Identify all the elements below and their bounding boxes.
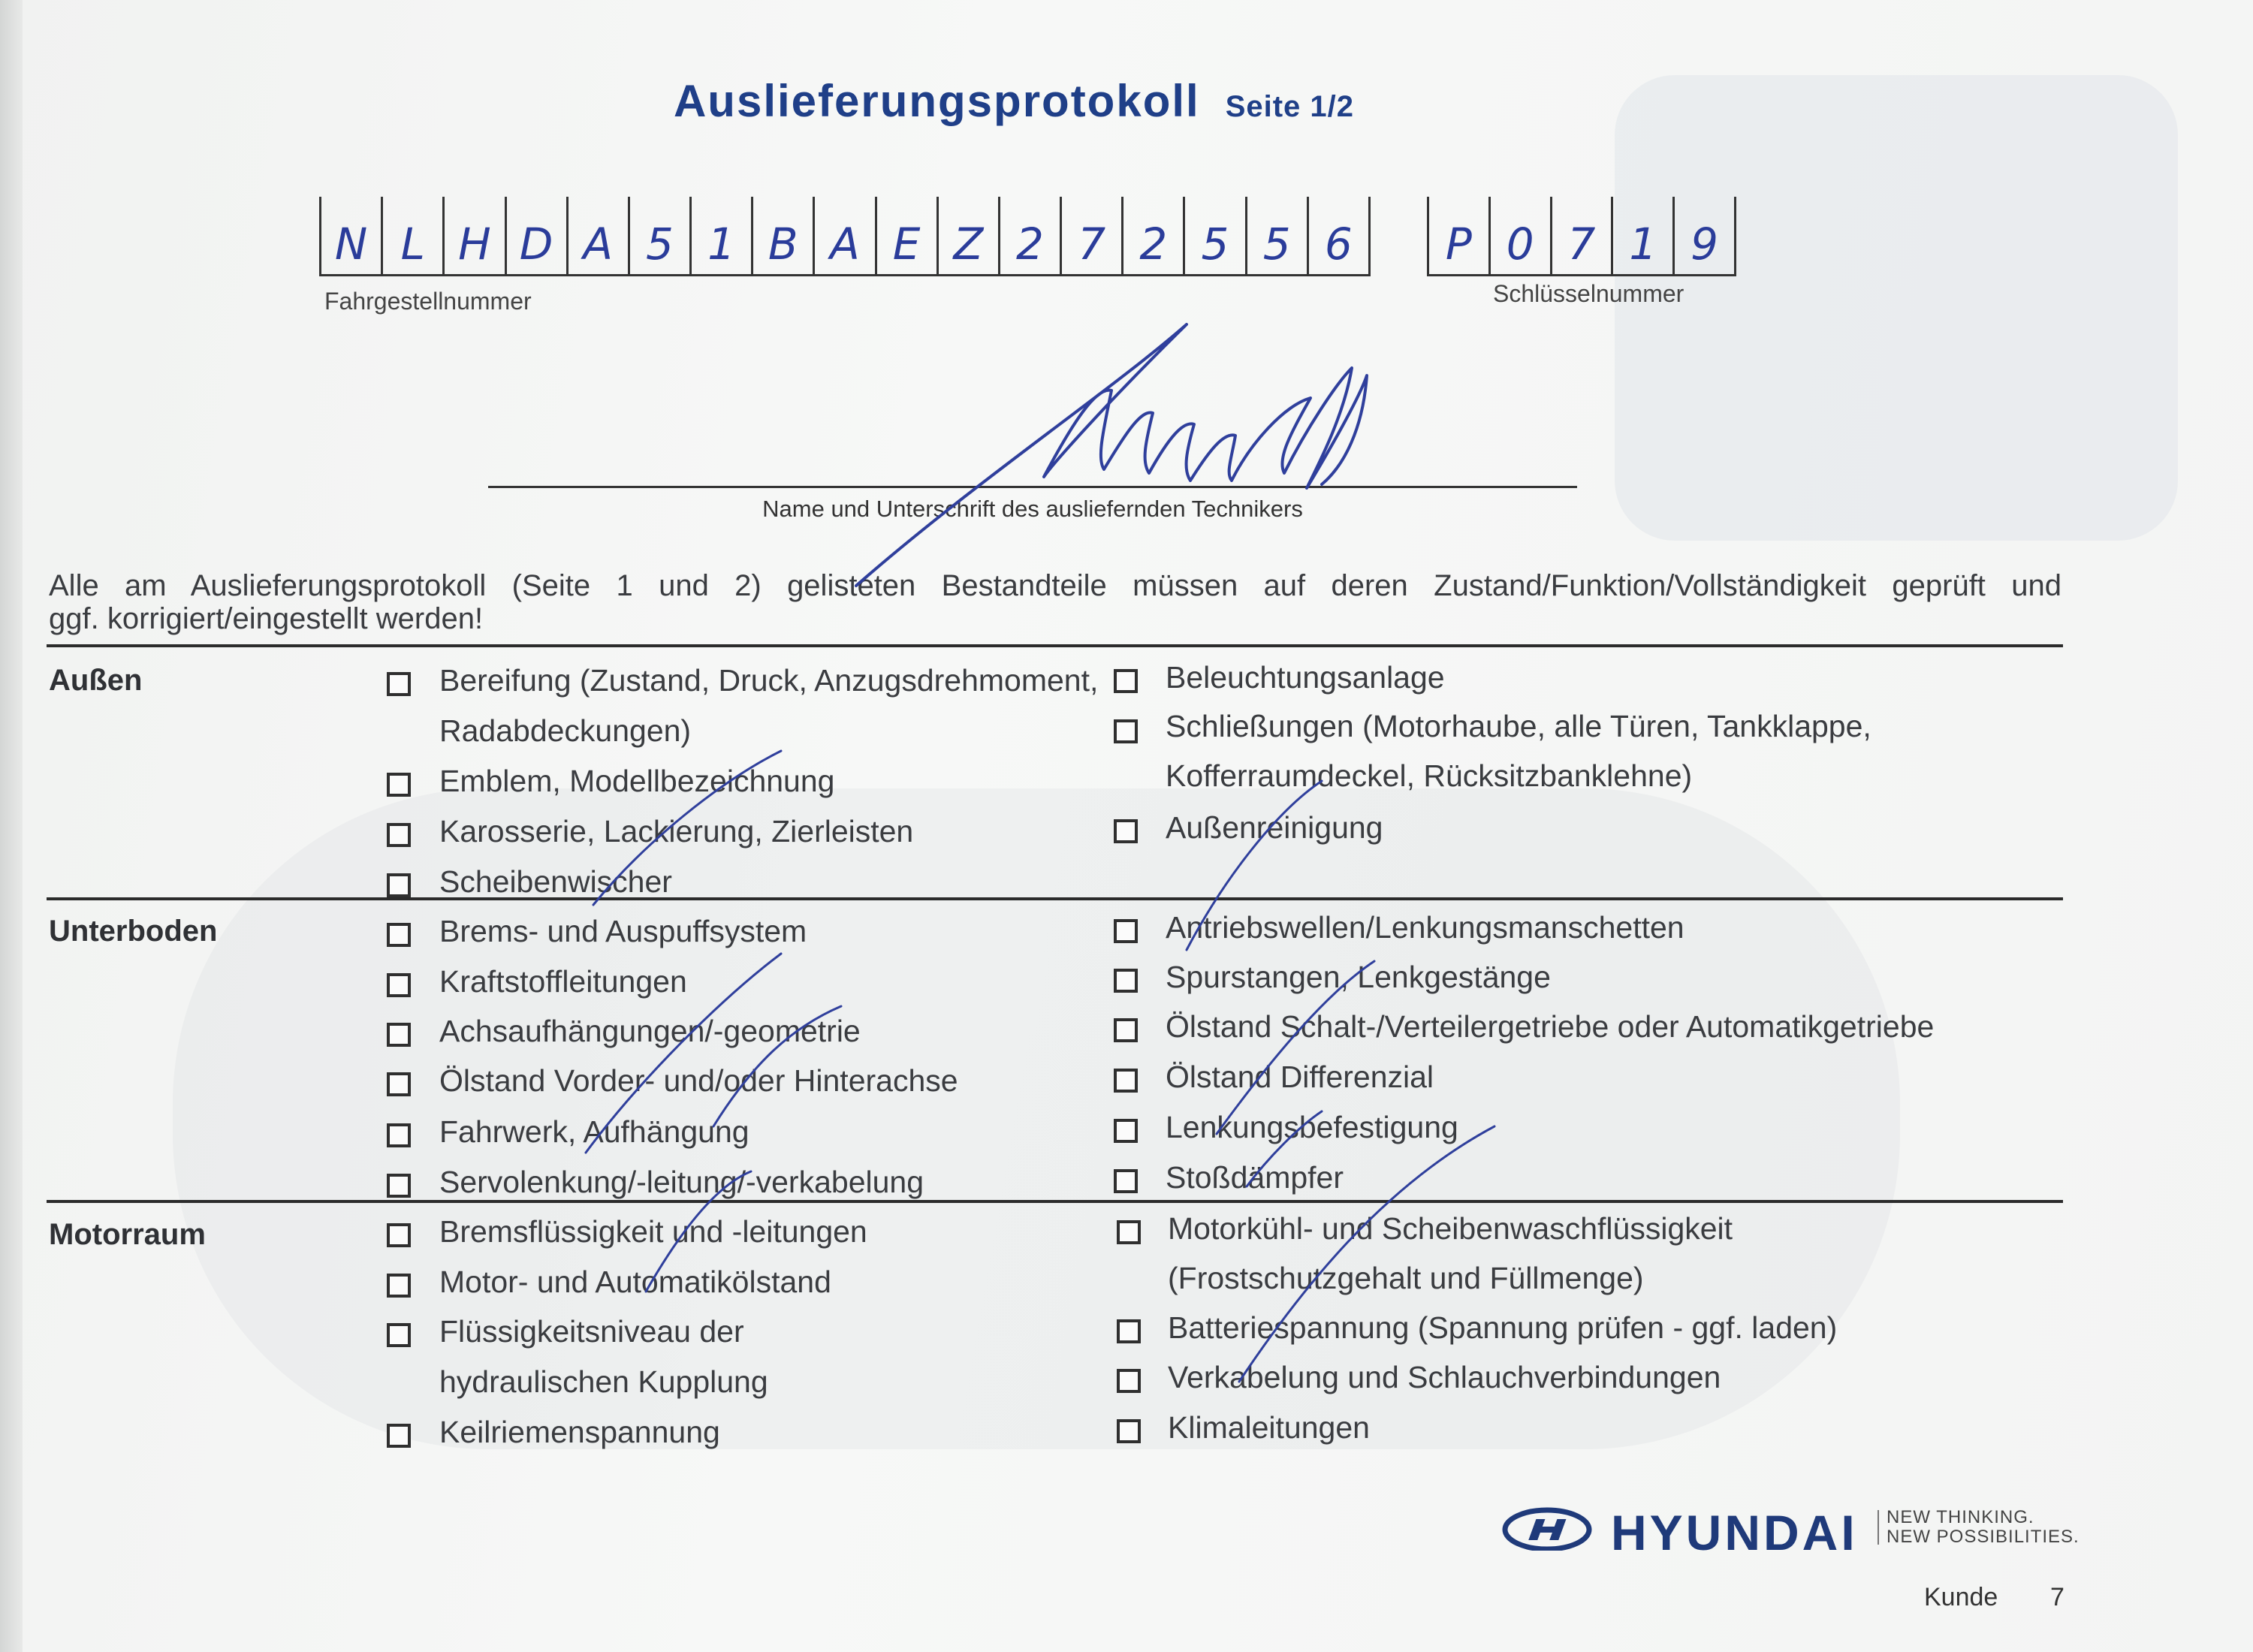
show-through-shadow-car [173,788,1900,1449]
vin-char: 2 [998,197,1060,276]
checkbox-antriebswellen[interactable] [1114,919,1138,943]
key-number-label: Schlüsselnummer [1493,280,1684,307]
title-page: Seite 1/2 [1225,90,1355,123]
check-item: Bereifung (Zustand, Druck, Anzugsdrehmoment, [439,663,1099,698]
check-item: Spurstangen, Lenkgestänge [1166,960,1551,994]
brand-slogan-1: NEW THINKING. [1887,1507,2034,1527]
vin-char: 5 [1245,197,1307,276]
vin-char: H [442,197,504,276]
vin-char: B [751,197,813,276]
vin-boxes [319,197,1371,276]
vin-char: E [875,197,936,276]
intro-line-1: Alle am Auslieferungsprotokoll (Seite 1 und 2) gelisteten Bestandteile müssen auf deren Zustand/Funktion/Vollständigkeit geprüft und [49,569,2061,602]
check-item: Emblem, Modellbezeichnung [439,764,835,798]
vin-char: 5 [1183,197,1244,276]
checkbox-achsen[interactable] [387,1023,411,1047]
signature-label: Name und Unterschrift des ausliefernden Technikers [762,496,1303,522]
checkbox-kuehlfluessigkeit[interactable] [1117,1220,1141,1244]
signature-line [488,486,1577,488]
checkbox-motoroel[interactable] [387,1274,411,1298]
check-item: Keilriemenspannung [439,1415,720,1449]
key-char: P [1427,197,1488,276]
checkbox-kraftstoff[interactable] [387,973,411,997]
check-item: Servolenkung/-leitung/-verkabelung [439,1165,924,1199]
check-item: hydraulischen Kupplung [439,1364,768,1399]
vin-char: 7 [1060,197,1121,276]
checkbox-scheibenwischer[interactable] [387,873,411,897]
check-item: Verkabelung und Schlauchverbindungen [1168,1360,1721,1394]
check-item: Achsaufhängungen/-geometrie [439,1014,861,1048]
checkbox-batterie[interactable] [1117,1319,1141,1343]
binding-edge [0,0,23,1652]
key-char: 9 [1672,197,1736,276]
brand-logo [1502,1505,2088,1560]
checkbox-stossdaempfer[interactable] [1114,1169,1138,1193]
brand-slogan-2: NEW POSSIBILITIES. [1887,1527,2080,1547]
section-divider [47,1200,2063,1203]
check-item: Flüssigkeitsniveau der [439,1314,744,1349]
checkbox-bereifung[interactable] [387,672,411,696]
vin-char: Z [936,197,998,276]
check-item: Bremsflüssigkeit und -leitungen [439,1214,867,1249]
checkbox-beleuchtung[interactable] [1114,669,1138,693]
key-char: 0 [1488,197,1550,276]
check-item: Batteriespannung (Spannung prüfen - ggf. laden) [1168,1310,1838,1345]
title-main: Auslieferungsprotokoll [673,76,1200,126]
checkbox-differenzial[interactable] [1114,1069,1138,1093]
vin-char: N [319,197,381,276]
checkbox-getriebe[interactable] [1114,1018,1138,1042]
check-item: Kraftstoffleitungen [439,964,687,999]
checkbox-aussenreinigung[interactable] [1114,819,1138,843]
checkbox-keilriemen[interactable] [387,1424,411,1448]
vin-char: L [381,197,442,276]
checkbox-oelstand-achse[interactable] [387,1072,411,1096]
key-number-boxes [1427,197,1736,276]
section-title-aussen: Außen [49,664,143,697]
section-divider [47,644,2063,647]
check-item: Klimaleitungen [1168,1410,1370,1445]
vin-label: Fahrgestellnummer [324,288,532,315]
checkbox-bremsen[interactable] [387,923,411,947]
page-title [0,75,2028,127]
checkbox-servolenkung[interactable] [387,1174,411,1198]
vin-char: A [566,197,628,276]
checkbox-lenkungsbefestigung[interactable] [1114,1119,1138,1143]
checkbox-spurstangen[interactable] [1114,969,1138,993]
check-item: Motorkühl- und Scheibenwaschflüssigkeit [1168,1211,1733,1246]
footer-page-number: 7 [2050,1583,2064,1611]
vin-char: 2 [1121,197,1183,276]
checkbox-klimaleitungen[interactable] [1117,1419,1141,1443]
key-char: 7 [1550,197,1612,276]
check-item: Motor- und Automatikölstand [439,1265,831,1299]
check-item: Ölstand Vorder- und/oder Hinterachse [439,1063,958,1098]
check-item: Kofferraumdeckel, Rücksitzbanklehne) [1166,758,1693,793]
footer-label: Kunde [1924,1583,1998,1611]
key-char: 1 [1611,197,1672,276]
check-item: Ölstand Schalt-/Verteilergetriebe oder Automatikgetriebe [1166,1009,1935,1044]
checkbox-emblem[interactable] [387,773,411,797]
check-item: Stoßdämpfer [1166,1160,1344,1195]
check-item: (Frostschutzgehalt und Füllmenge) [1168,1261,1644,1295]
vin-char: D [505,197,566,276]
section-title-motorraum: Motorraum [49,1218,206,1251]
check-item: Brems- und Auspuffsystem [439,914,807,948]
check-item: Scheibenwischer [439,864,672,899]
vin-char: 1 [689,197,751,276]
check-item: Karosserie, Lackierung, Zierleisten [439,814,914,849]
section-title-unterboden: Unterboden [49,915,218,948]
checkbox-karosserie[interactable] [387,823,411,847]
checkbox-verkabelung[interactable] [1117,1369,1141,1393]
brand-separator [1878,1510,1879,1545]
vin-char: 6 [1307,197,1371,276]
checkbox-bremsfluessigkeit[interactable] [387,1223,411,1247]
check-item: Antriebswellen/Lenkungsmanschetten [1166,910,1684,945]
checkbox-fahrwerk[interactable] [387,1123,411,1147]
brand-name: HYUNDAI [1611,1505,1858,1560]
vin-char: 5 [628,197,689,276]
checkbox-kupplung[interactable] [387,1323,411,1347]
check-item: Beleuchtungsanlage [1166,660,1445,695]
check-item: Außenreinigung [1166,810,1383,845]
check-item: Schließungen (Motorhaube, alle Türen, Tankklappe, [1166,709,1871,743]
section-divider [47,897,2063,900]
check-item: Radabdeckungen) [439,713,692,748]
intro-line-2: ggf. korrigiert/eingestellt werden! [49,602,484,635]
show-through-shadow [1615,75,2178,541]
check-item: Lenkungsbefestigung [1166,1110,1458,1144]
check-item: Ölstand Differenzial [1166,1060,1434,1094]
vin-char: A [813,197,874,276]
check-item: Fahrwerk, Aufhängung [439,1114,749,1149]
checkbox-schliessungen[interactable] [1114,719,1138,743]
